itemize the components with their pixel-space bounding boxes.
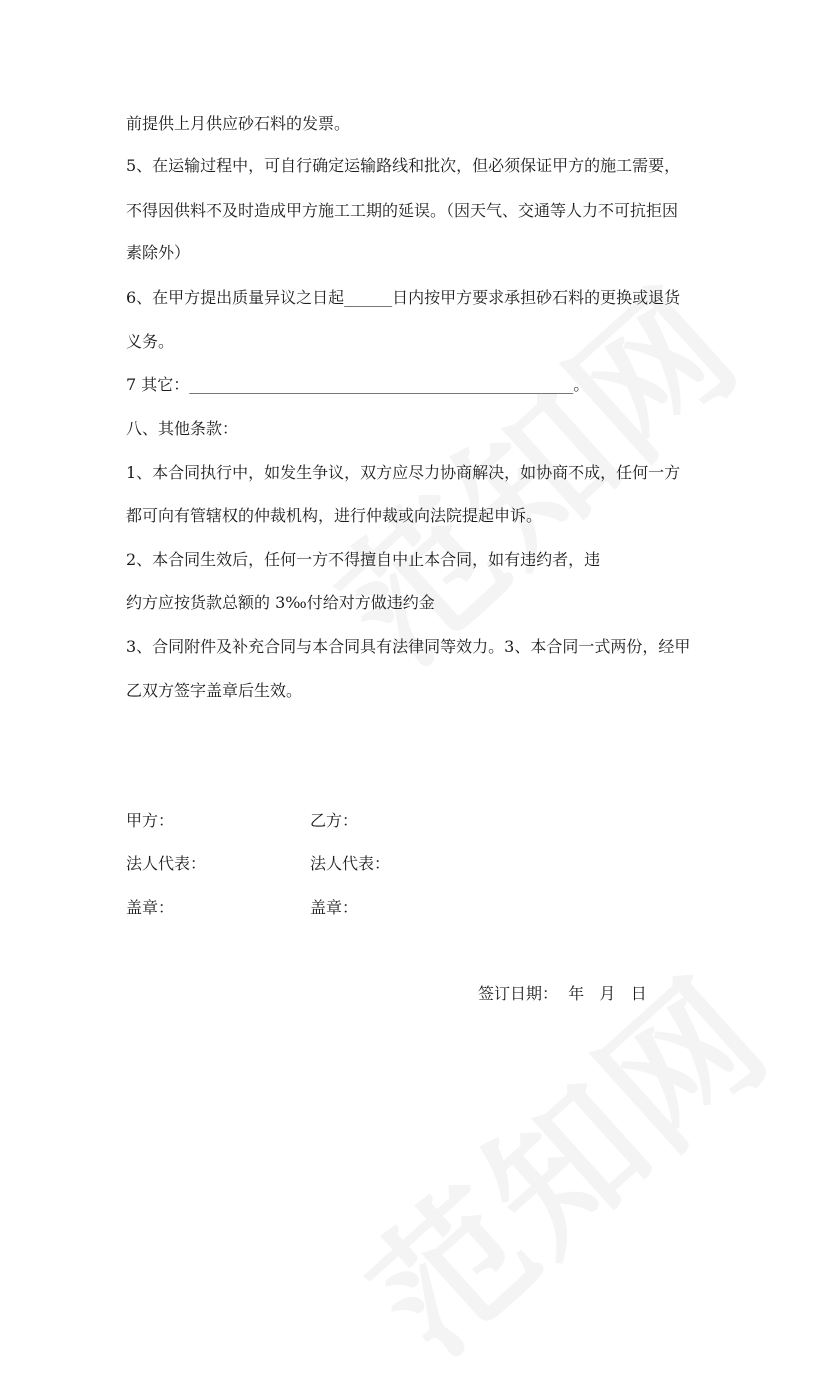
party-a-seal-label: 盖章： [126,898,175,917]
paragraph-line: 乙双方签字盖章后生效。 [126,681,303,700]
paragraph-line: 5、在运输过程中，可自行确定运输路线和批次，但必须保证甲方的施工需要， [126,156,681,175]
paragraph-line: 3、合同附件及补充合同与本合同具有法律同等效力。3、本合同一式两份，经甲 [126,637,691,656]
paragraph-line: 前提供上月供应砂石料的发票。 [126,114,351,133]
paragraph-line: 1、本合同执行中，如发生争议，双方应尽力协商解决，如协商不成，任何一方 [126,463,681,482]
party-b-seal-label: 盖章： [310,898,359,917]
sign-date: 签订日期： 年 月 日 [478,984,647,1003]
party-a-label: 甲方： [126,811,175,830]
party-b-label: 乙方： [310,811,359,830]
section-heading: 八、其他条款： [126,419,239,438]
paragraph-line: 7 其它：________________________________________________。 [126,375,590,394]
paragraph-line: 义务。 [126,332,175,351]
paragraph-line: 都可向有管辖权的仲裁机构，进行仲裁或向法院提起申诉。 [126,506,543,525]
paragraph-line: 素除外） [126,243,191,262]
party-a-rep-label: 法人代表： [126,854,207,873]
paragraph-line: 不得因供料不及时造成甲方施工工期的延误。（因天气、交通等人力不可抗拒因 [126,201,679,220]
paragraph-line: 约方应按货款总额的 3‰付给对方做违约金 [126,593,435,612]
paragraph-line: 2、本合同生效后，任何一方不得擅自中止本合同，如有违约者，违 [126,550,601,569]
paragraph-line: 6、在甲方提出质量异议之日起______日内按甲方要求承担砂石料的更换或退货 [126,288,681,307]
party-b-rep-label: 法人代表： [310,854,391,873]
